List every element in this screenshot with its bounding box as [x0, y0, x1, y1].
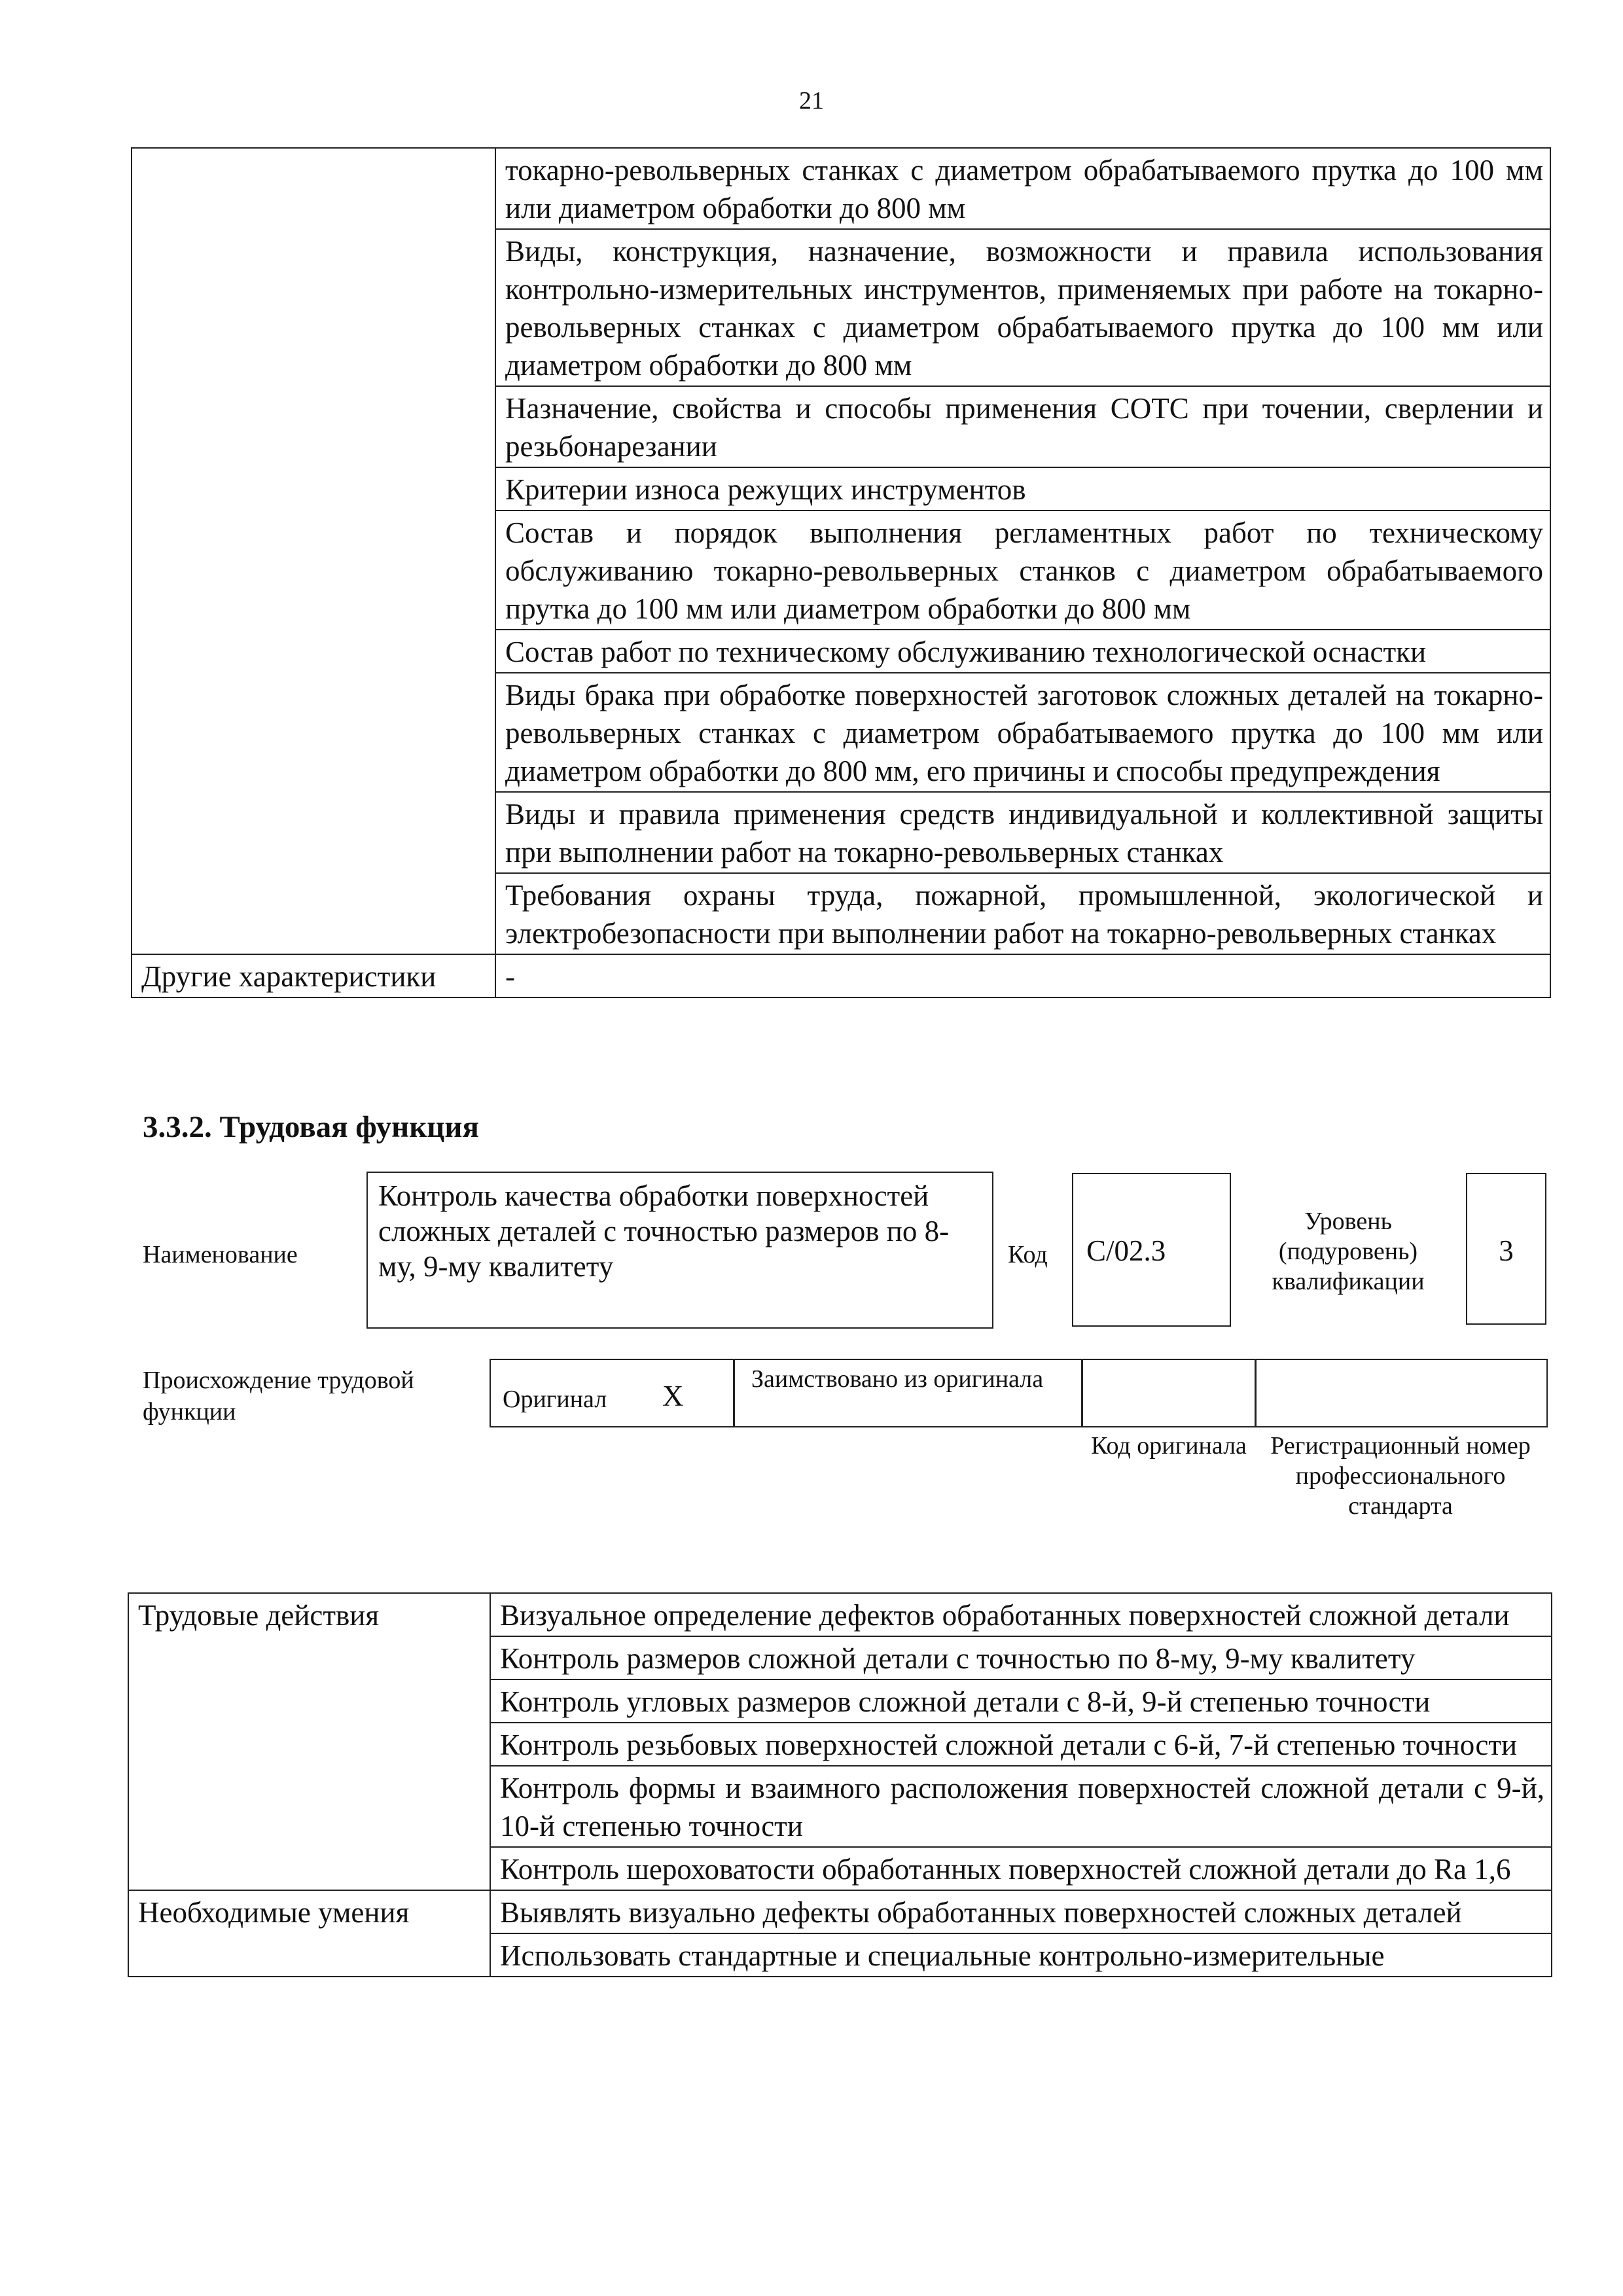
actions-table [128, 1592, 1552, 1977]
registration-number-cell [1255, 1359, 1548, 1427]
original-mark: Х [662, 1380, 684, 1412]
table-cell: Использовать стандартные и специальные контрольно-измерительные [490, 1933, 1552, 1977]
table-cell: Контроль формы и взаимного расположения поверхностей сложной детали с 9-й, 10-й степенью точности [490, 1766, 1552, 1847]
original-code-cell [1081, 1359, 1257, 1427]
table-cell: Виды и правила применения средств индивидуальной и коллективной защиты при выполнении работ на токарно-револьверных станках [495, 792, 1550, 873]
original-label: Оригинал [503, 1386, 607, 1413]
table-cell: Выявлять визуально дефекты обработанных поверхностей сложных деталей [490, 1890, 1552, 1933]
table-cell: Контроль резьбовых поверхностей сложной детали с 6-й, 7-й степенью точности [490, 1723, 1552, 1766]
required-skills-label: Необходимые умения [128, 1890, 490, 1977]
level-value-box: 3 [1466, 1173, 1546, 1325]
table-cell: Состав работ по техническому обслуживанию технологической оснастки [495, 630, 1550, 673]
table-cell: Контроль шероховатости обработанных поверхностей сложной детали до Ra 1,6 [490, 1847, 1552, 1890]
section-heading: 3.3.2. Трудовая функция [143, 1110, 479, 1144]
other-characteristics-value: - [495, 954, 1550, 997]
level-label: Уровень (подуровень) квалификации [1272, 1208, 1425, 1295]
table-cell: токарно-револьверных станках с диаметром обрабатываемого прутка до 100 мм или диаметром обработки до 800 мм [495, 148, 1550, 229]
table-cell: Виды, конструкция, назначение, возможности и правила использования контрольно-измерительных инструментов, применяемых при работе на токарно-револьверных станках с диаметром обрабатываемого прутка до 100 мм или диаметром обработки до 800 мм [495, 229, 1550, 386]
knowledge-table [131, 147, 1551, 998]
table-cell: Требования охраны труда, пожарной, промышленной, экологической и электробезопасности при выполнении работ на токарно-револьверных станках [495, 873, 1550, 954]
table-row [128, 1593, 1552, 1636]
table-label-cell [132, 148, 495, 954]
borrowed-cell: Заимствовано из оригинала [733, 1359, 1083, 1427]
original-code-caption: Код оригинала [1091, 1432, 1247, 1460]
code-label: Код [1008, 1241, 1048, 1268]
registration-number-caption: Регистрационный номер профессионального стандарта [1270, 1432, 1531, 1520]
table-row [132, 954, 1550, 997]
page-number: 21 [799, 87, 824, 115]
origin-label: Происхождение трудовой функции [143, 1367, 414, 1426]
name-label: Наименование [143, 1241, 298, 1268]
name-value-box: Контроль качества обработки поверхностей сложных деталей с точностью размеров по 8-му, 9-му квалитету [366, 1172, 993, 1329]
table-cell: Состав и порядок выполнения регламентных работ по техническому обслуживанию токарно-револьверных станков с диаметром обрабатываемого прутка до 100 мм или диаметром обработки до 800 мм [495, 511, 1550, 630]
original-cell [490, 1359, 735, 1427]
table-cell: Назначение, свойства и способы применения СОТС при точении, сверлении и резьбонарезании [495, 386, 1550, 467]
table-cell: Визуальное определение дефектов обработанных поверхностей сложной детали [490, 1593, 1552, 1636]
table-cell: Контроль размеров сложной детали с точностью по 8-му, 9-му квалитету [490, 1636, 1552, 1679]
table-cell: Виды брака при обработке поверхностей заготовок сложных деталей на токарно-револьверных станках с диаметром обрабатываемого прутка до 100 мм или диаметром обработки до 800 мм, его причины и способы предупреждения [495, 673, 1550, 792]
table-cell: Контроль угловых размеров сложной детали с 8-й, 9-й степенью точности [490, 1679, 1552, 1723]
table-cell: Критерии износа режущих инструментов [495, 467, 1550, 511]
table-row [128, 1890, 1552, 1933]
labor-actions-label: Трудовые действия [128, 1593, 490, 1890]
other-characteristics-label: Другие характеристики [132, 954, 495, 997]
table-row [132, 148, 1550, 229]
code-value-box: С/02.3 [1072, 1173, 1231, 1327]
